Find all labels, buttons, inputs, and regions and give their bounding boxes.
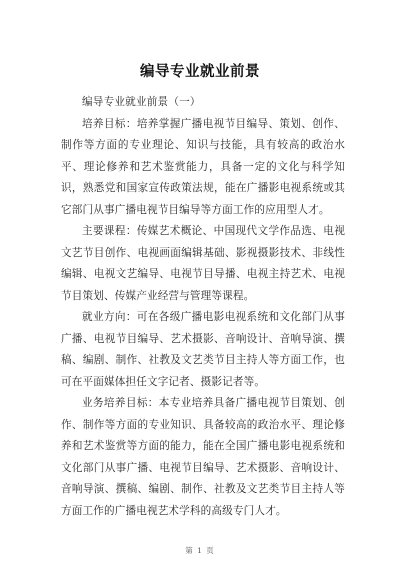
paragraph-main-courses: 主要课程：传媒艺术概论、中国现代文学作品选、电视文艺节目创作、电视画面编辑基础、影视摄影技术、非线性编辑、电视文艺编导、电视节目导播、电视主持艺术、电视节目策划、传媒产业经营与管理等课程。 xyxy=(61,225,345,302)
document-title: 编导专业就业前景 xyxy=(140,64,260,80)
paragraph-business-training-goal: 业务培养目标：本专业培养具备广播电视节目策划、创作、制作等方面的专业知识、具备较高的政治水平、理论修养和艺术鉴赏等方面的能力，能在全国广播电影电视系统和文化部门从事广播、电视节目编导、艺术摄影、音响设计、音响导演、撰稿、编剧、制作、社教及文艺类节目主持人等方面工作的广播电视艺术学科的高级专门人才。 xyxy=(61,397,345,517)
page-number: 第 1 页 xyxy=(185,546,215,555)
paragraph-training-goal: 培养目标：培养掌握广播电视节目编导、策划、创作、制作等方面的专业理论、知识与技能，具有较高的政治水平、理论修养和艺术鉴赏能力，具备一定的文化与科学知识，熟悉党和国家宣传政策法规，能在广播影电视系统或其它部门从事广播电视节目编导等方面工作的应用型人才。 xyxy=(61,117,345,216)
section-subheading: 编导专业就业前景（一） xyxy=(82,96,201,108)
document-body xyxy=(61,92,345,522)
paragraph-career-direction: 就业方向：可在各级广播电影电视系统和文化部门从事广播、电视节目编导、艺术摄影、音响设计、音响导演、撰稿、编剧、制作、社教及文艺类节目主持人等方面工作，也可在平面媒体担任文字记者、摄影记者等。 xyxy=(61,311,345,388)
